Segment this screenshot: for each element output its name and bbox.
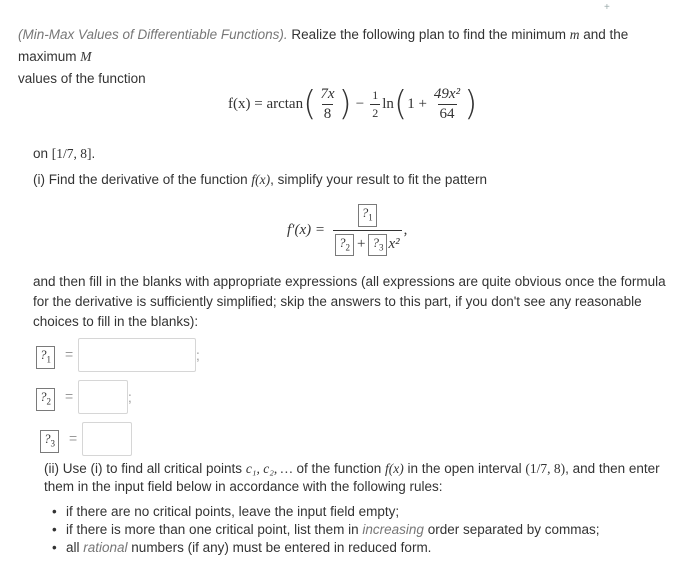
min-symbol: m (569, 27, 580, 42)
fraction-49x2-64: $\frac{\text{49x²}}{64}$ (433, 85, 461, 122)
blank-3-label: $?_3$ (40, 430, 59, 453)
one-plus: 1 + (407, 95, 427, 112)
placeholder-1: $?_1$ (358, 204, 377, 227)
intro-text-2: and the maximum (18, 27, 629, 64)
function-formula (228, 78, 477, 130)
blank-1-input[interactable] (78, 338, 196, 372)
part-1-instructions: and then fill in the blanks with appropriate expressions (all expressions are quite obvious once the formula for the derivative is sufficiently simplified; skip the answers to this part, if you don't see any reasonable choices to fill in the blanks): (33, 274, 666, 329)
left-paren: ( (303, 84, 317, 124)
part-1-label: (i) Find the derivative of the function f(x), simplify your result to fit the pattern (33, 172, 487, 187)
formula-lhs: f(x) = arctan (228, 95, 304, 112)
right-paren: ) (338, 84, 352, 124)
intro-text-1: Realize the following plan to find the minimum (287, 27, 570, 42)
blank-1-eq: = (65, 346, 74, 362)
minus-sign: − (355, 95, 365, 112)
placeholder-2: $?_2$ (335, 234, 354, 257)
intro-text-3: values of the function (18, 71, 146, 86)
blank-1-label: $?_1$ (36, 346, 55, 369)
blank-2-label: $?_2$ (36, 388, 55, 411)
placeholder-3: $?_3$ (368, 234, 387, 257)
derivative-fraction: $?_1$ $?_2$ + $?_3$ x² (333, 204, 402, 256)
fraction-7x-8: $\frac{7x}{8}$ (320, 85, 335, 122)
blank-3-input[interactable] (82, 422, 132, 456)
rules-list (44, 504, 684, 558)
derivative-pattern: f′(x) = $?_1$ $?_2$ + $?_3$ x² , (287, 202, 407, 258)
blank-2-eq: = (65, 388, 74, 404)
blank-2-separator: ; (128, 390, 132, 405)
interval-line: on [1/7, 8]. (33, 146, 96, 161)
fraction-1-2: $\frac{1}{2}$ (372, 87, 379, 120)
right-paren-2: ) (464, 84, 478, 124)
corner-mark: + (604, 2, 610, 13)
rule-item: • all rational numbers (if any) must be entered in reduced form. (52, 540, 432, 555)
left-paren-2: ( (393, 84, 408, 124)
interval-value: [1/7, 8] (51, 146, 92, 161)
rule-item: • if there are no critical points, leave the input field empty; (52, 504, 400, 519)
blank-3-eq: = (69, 430, 78, 446)
rule-item: • if there is more than one critical point, list them in increasing order separated by commas; (52, 522, 600, 537)
ln-symbol: ln (382, 95, 394, 112)
derivative-lhs: f′(x) = (287, 221, 325, 238)
blank-2-input[interactable] (78, 380, 128, 414)
problem-title: (Min-Max Values of Differentiable Functions). (18, 27, 288, 42)
part-2-text: (ii) Use (i) to find all critical points c₁, c₂, … of the function f(x) in the open interval (1/7, 8), and then enter them in the input field below in accordance with the following rules: (44, 461, 660, 494)
max-symbol: M (80, 49, 92, 64)
blank-1-separator: ; (196, 348, 200, 363)
